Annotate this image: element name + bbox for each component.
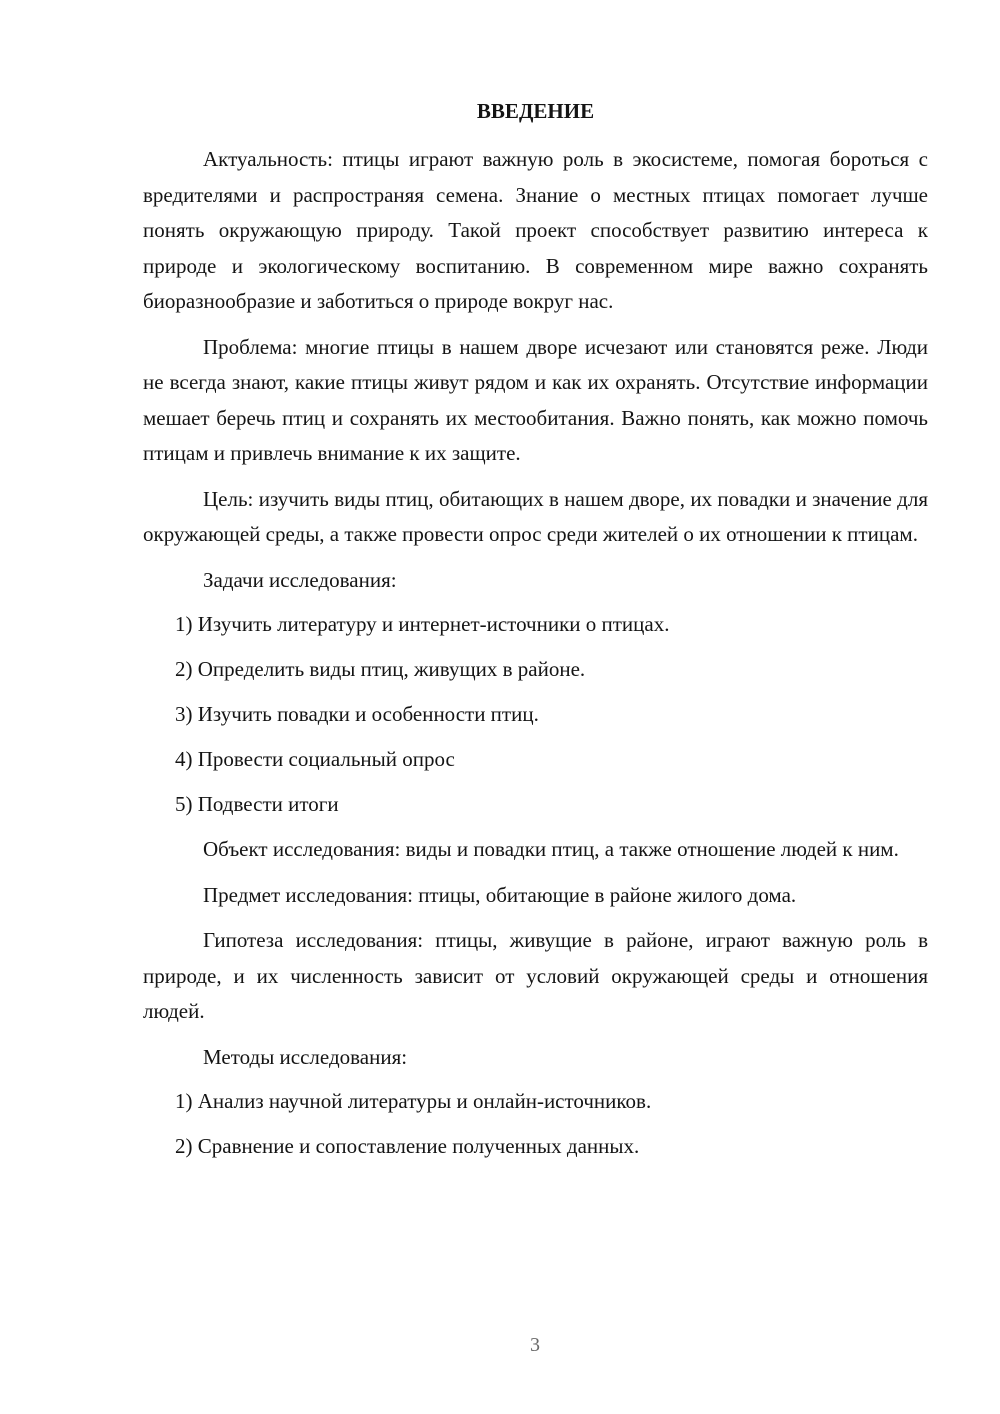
page-number: 3 xyxy=(530,1334,540,1356)
hypothesis-paragraph: Гипотеза исследования: птицы, живущие в районе, играют важную роль в природе, и их численность зависит от условий окружающей среды и отношения людей. xyxy=(143,928,928,1023)
methods-heading: Методы исследования: xyxy=(203,1044,408,1069)
document-body xyxy=(143,96,928,1174)
method-item: 1) Анализ научной литературы и онлайн-источников. xyxy=(175,1089,652,1113)
goal-paragraph: Цель: изучить виды птиц, обитающих в нашем дворе, их повадки и значение для окружающей среды, а также провести опрос среди жителей о их отношении к птицам. xyxy=(143,486,928,546)
task-item: 3) Изучить повадки и особенности птиц. xyxy=(175,702,539,726)
section-title: ВВЕДЕНИЕ xyxy=(476,99,595,123)
relevance-paragraph: Актуальность: птицы играют важную роль в экосистеме, помогая бороться с вредителями и распространяя семена. Знание о местных птицах помогает лучше понять окружающую природу. Такой проект способствует развитию интереса к природе и экологическому воспитанию. В современном мире важно сохранять биоразнообразие и заботиться о природе вокруг нас. xyxy=(143,147,928,313)
subject-paragraph: Предмет исследования: птицы, обитающие в районе жилого дома. xyxy=(203,882,797,907)
task-item: 5) Подвести итоги xyxy=(175,792,339,816)
problem-paragraph: Проблема: многие птицы в нашем дворе исчезают или становятся реже. Люди не всегда знают, какие птицы живут рядом и как их охранять. Отсутствие информации мешает беречь птиц и сохранять их местообитания. Важно понять, как можно помочь птицам и привлечь внимание к их защите. xyxy=(143,334,928,465)
object-paragraph: Объект исследования: виды и повадки птиц, а также отношение людей к ним. xyxy=(203,837,899,861)
tasks-list xyxy=(143,607,928,823)
task-item: 4) Провести социальный опрос xyxy=(175,747,455,771)
task-item: 1) Изучить литературу и интернет-источники о птицах. xyxy=(175,612,670,636)
methods-list xyxy=(143,1084,928,1165)
task-item: 2) Определить виды птиц, живущих в районе. xyxy=(175,657,586,681)
tasks-heading: Задачи исследования: xyxy=(203,567,397,592)
method-item: 2) Сравнение и сопоставление полученных данных. xyxy=(175,1134,640,1158)
